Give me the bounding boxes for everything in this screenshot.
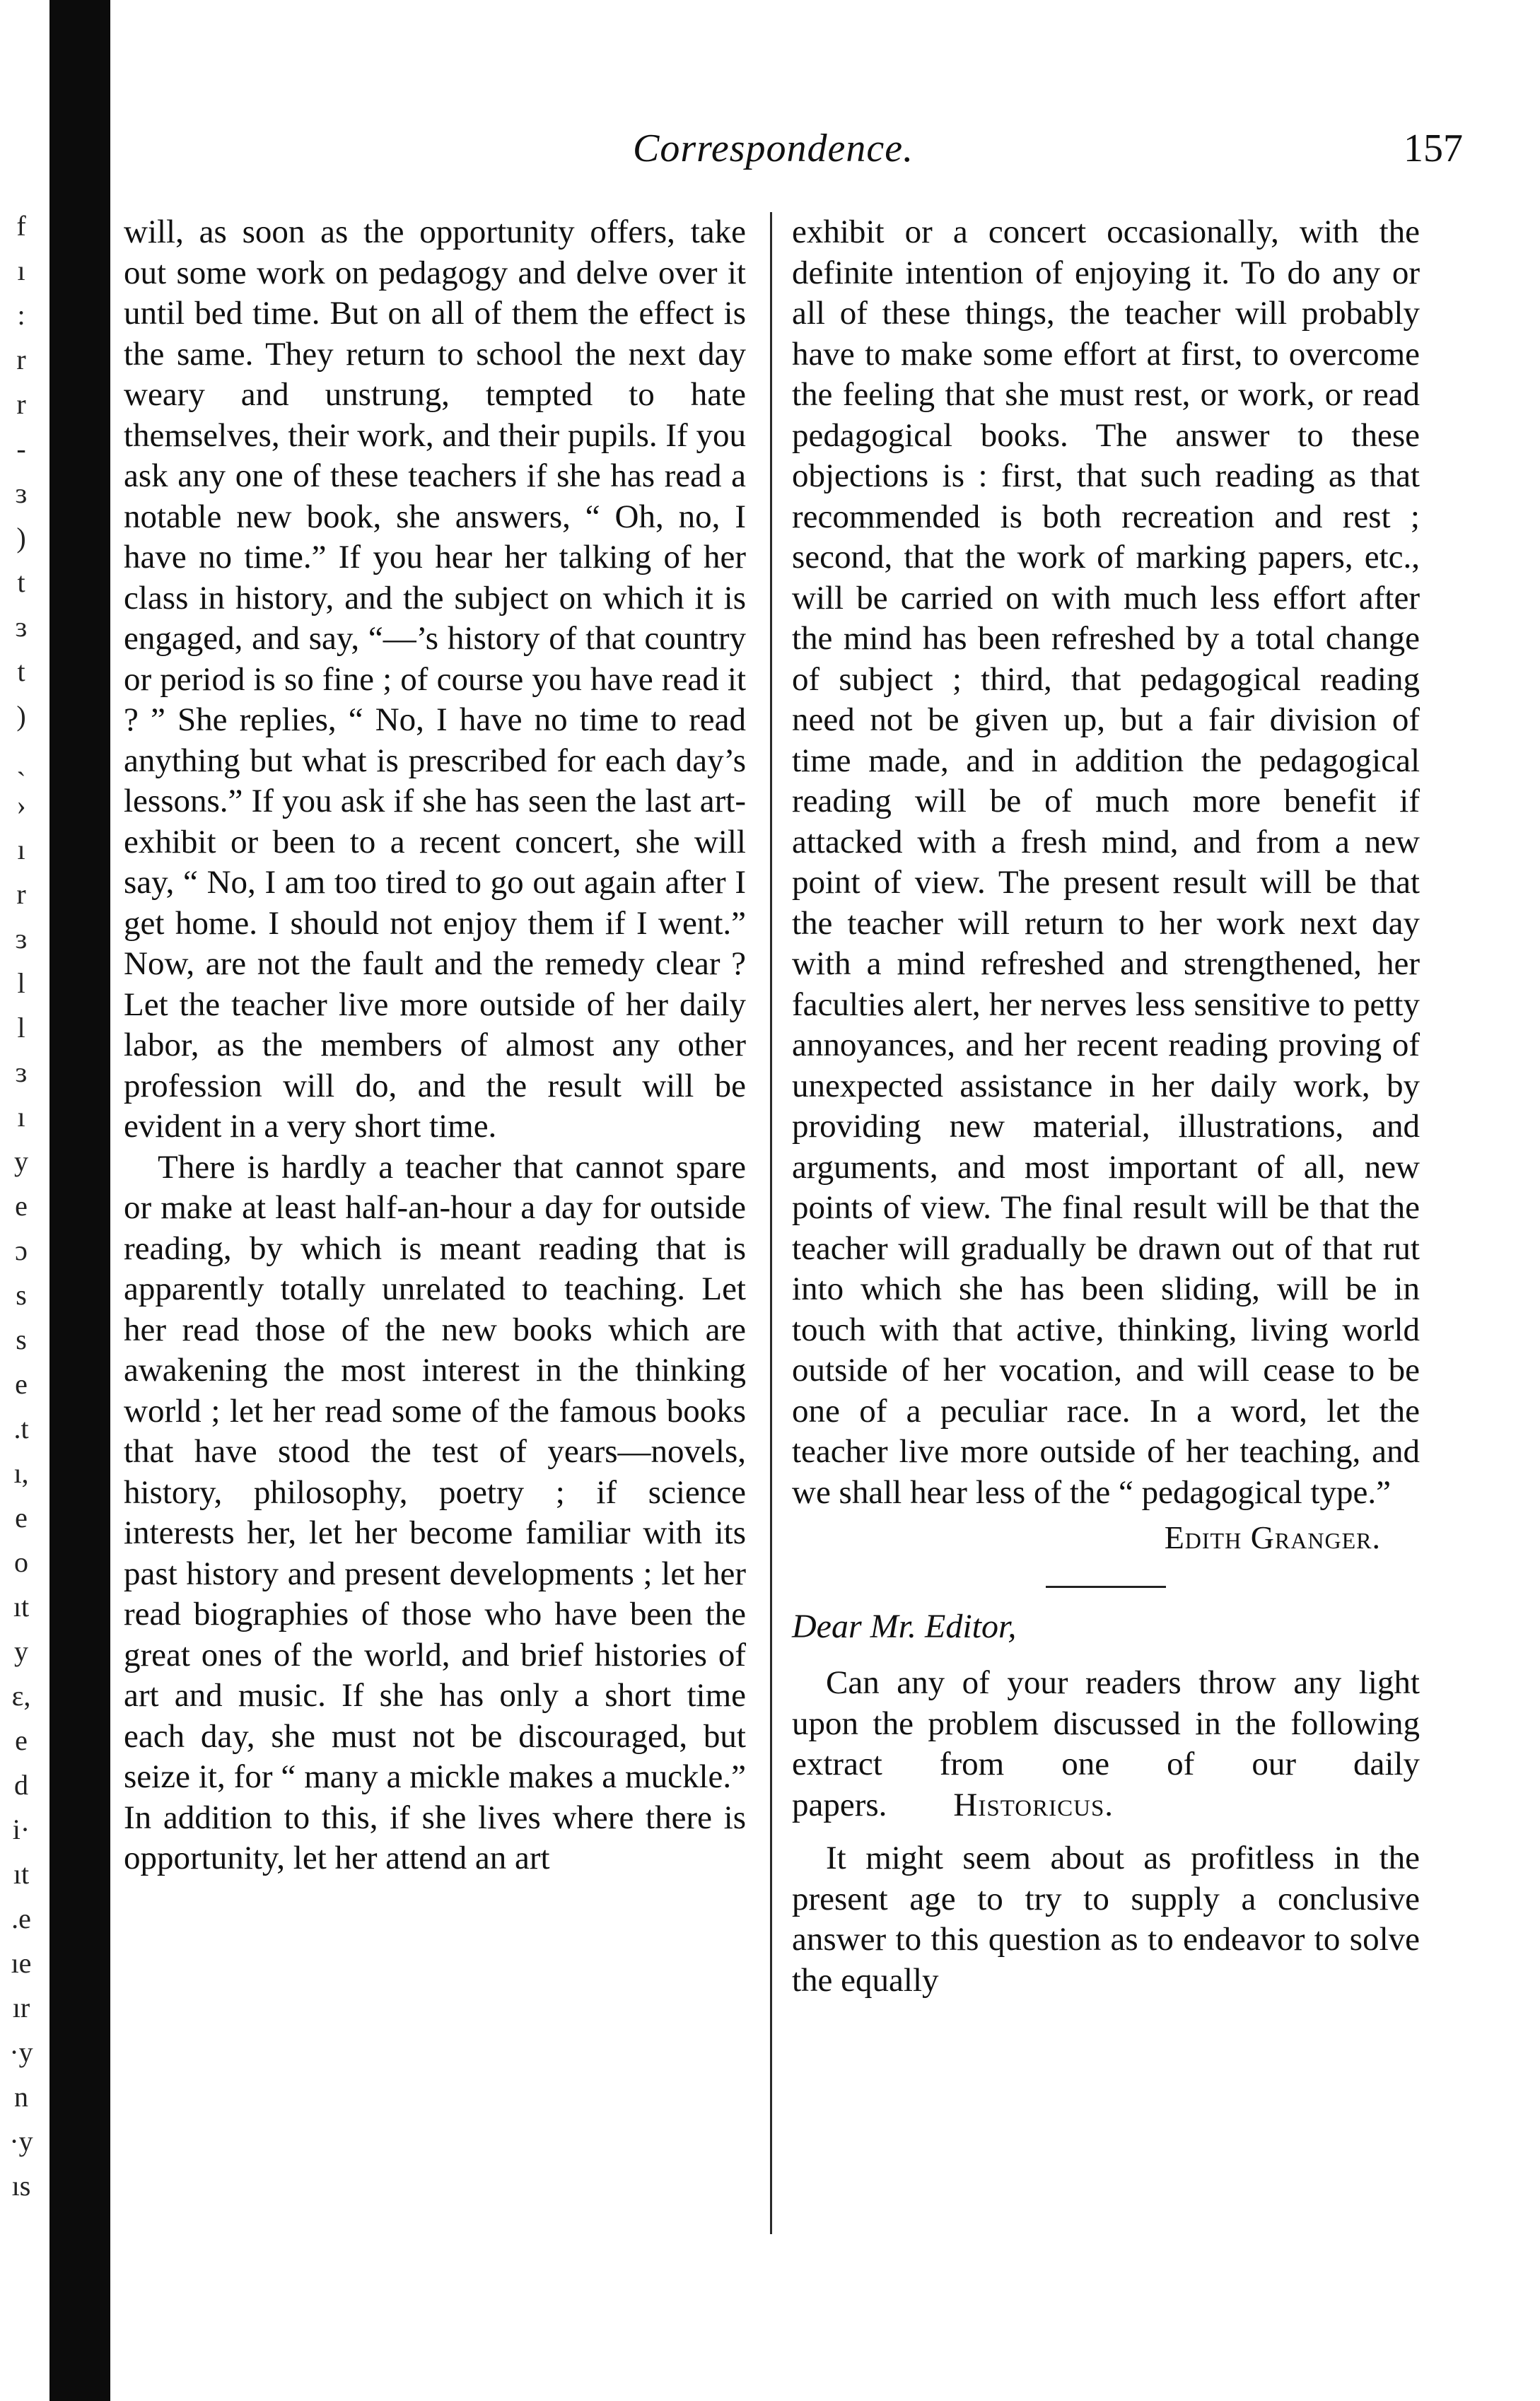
gutter-fragment: ı bbox=[17, 255, 25, 286]
gutter-fragment: t bbox=[17, 566, 25, 598]
gutter-fragment: ˎ bbox=[16, 744, 26, 776]
extract-paragraph: It might seem about as profitless in the present age to try to supply a conclusive answer to this question as to endeavor to solve the equally bbox=[792, 1840, 1420, 1999]
binding-shadow bbox=[49, 0, 110, 2401]
letter-text: Can any of your readers throw any light upon the problem discussed in the following extract from one of our daily papers. bbox=[792, 1664, 1420, 1823]
letter-paragraph bbox=[792, 1663, 1420, 1825]
gutter-fragment: ıs bbox=[11, 2170, 31, 2202]
gutter-fragment: e bbox=[15, 1190, 28, 1222]
gutter-fragment: t bbox=[17, 655, 25, 687]
gutter-fragment: e bbox=[15, 1502, 28, 1534]
gutter-fragment: ıt bbox=[13, 1591, 30, 1623]
gutter-fragment: s bbox=[16, 1324, 27, 1355]
gutter-fragment: ɜ bbox=[15, 611, 28, 643]
gutter-fragment: ı bbox=[17, 834, 25, 865]
gutter-fragment: n bbox=[14, 2081, 28, 2113]
gutter-fragment: d bbox=[14, 1769, 28, 1801]
gutter-fragment: ·y bbox=[9, 2125, 33, 2157]
page-header bbox=[0, 126, 1540, 182]
gutter-fragment: .t bbox=[13, 1413, 29, 1444]
gutter-fragment: s bbox=[16, 1279, 27, 1311]
gutter-fragment: i· bbox=[12, 1813, 30, 1845]
gutter-fragment: ·y bbox=[9, 2036, 33, 2068]
column-divider bbox=[770, 212, 772, 2234]
gutter-fragment: ı bbox=[17, 1101, 25, 1133]
section-divider bbox=[1046, 1586, 1166, 1588]
gutter-fragment: o bbox=[14, 1546, 28, 1578]
gutter-fragment: ɛ, bbox=[11, 1680, 31, 1712]
gutter-fragment: ) bbox=[16, 522, 26, 554]
gutter-fragment: ) bbox=[16, 700, 26, 732]
gutter-fragment: : bbox=[17, 299, 25, 331]
left-column bbox=[124, 212, 746, 1879]
body-paragraph: There is hardly a teacher that cannot spare or make at least half-an-hour a day for outside reading, by which is meant reading that is apparently totally unrelated to teaching. Let her read those of the new books which are awakening the most interest in the thinking world ; let her read some of the famous books that have stood the test of years—novels, history, philosophy, poetry ; if science interests her, let her become familiar with its past history and present developments ; let her read biographies of those who have been the great ones of the world, and brief histories of art and music. If she has only a short time each day, she must not be discouraged, but seize it, for “ many a mickle makes a muckle.” In addition to this, if she lives where there is opportunity, let her attend an art bbox=[124, 1148, 746, 1876]
author-signature: Edith Granger. bbox=[1164, 1519, 1381, 1555]
gutter-fragment: .e bbox=[11, 1903, 31, 1934]
gutter-fragment: ɜ bbox=[15, 477, 28, 509]
gutter-fragment: l bbox=[17, 967, 25, 999]
body-paragraph: will, as soon as the opportunity offers, take out some work on pedagogy and delve over it until bed time. But on all of them the effect is the same. They return to school the next day weary and unstrung, tempted to hate themselves, their work, and their pupils. If you ask any one of these teachers if she has read a notable new book, she answers, “ Oh, no, I have no time.” If you hear her talking of her class in history, and the subject on which it is engaged, and say, “—’s history of that country or period is so fine ; of course you have read it ? ” She replies, “ No, I have no time to read anything but what is prescribed for each day’s lessons.” If you ask if she has seen the last art-exhibit or been to a recent concert, she will say, “ No, I am too tired to go out again after I get home. I should not enjoy them if I went.” Now, are not the fault and the remedy clear ? Let the teacher live more outside of her daily labor, as the members of almost any other profession will do, and the result will be evident in a very short time. bbox=[124, 214, 746, 1145]
gutter-fragment: r bbox=[16, 388, 26, 420]
gutter-fragment: ıt bbox=[13, 1858, 30, 1890]
gutter-fragment: - bbox=[16, 433, 26, 465]
body-paragraph: exhibit or a concert occasionally, with the definite intention of enjoying it. To do any or all of these things, the teacher will probably have to make some effort at first, to overcome the feeling that she must rest, or work, or read pedagogical books. The answer to these objections is : first, that such reading as that recommended is both recreation and rest ; second, that the work of marking papers, etc., will be carried on with much less effort after the mind has been refreshed by a total change of subject ; third, that pedagogical reading need not be given up, but a fair division of time made, and in addition the pedagogical reading will be of much more benefit if attacked with a fresh mind, and from a new point of view. The present result will be that the teacher will return to her work next day with a mind refreshed and strengthened, her faculties alert, her nerves less sensitive to petty annoyances, and her recent reading proving of unexpected assistance in her daily work, by providing new material, illustrations, and arguments, and most important of all, new points of view. The final result will be that the teacher will gradually be drawn out of that rut into which she has been sliding, will be in touch with that active, thinking, living world outside of her vocation, and will cease to be one of a peculiar race. In a word, let the teacher live more outside of her teaching, and we shall hear less of the “ pedagogical type.” bbox=[792, 214, 1420, 1511]
gutter-fragment: r bbox=[16, 878, 26, 910]
gutter-fragment: y bbox=[14, 1635, 28, 1667]
running-title: Correspondence. bbox=[633, 127, 914, 170]
gutter-fragment: › bbox=[16, 789, 26, 821]
gutter-fragment: ɔ bbox=[15, 1234, 28, 1266]
gutter-fragment: ır bbox=[12, 1992, 30, 2023]
gutter-fragment: r bbox=[16, 344, 26, 375]
gutter-fragment: ɜ bbox=[15, 1056, 28, 1088]
gutter-fragment: l bbox=[17, 1012, 25, 1044]
page-number: 157 bbox=[1404, 127, 1463, 170]
gutter-fragment: f bbox=[16, 210, 26, 242]
gutter-fragment: ıe bbox=[11, 1947, 32, 1979]
gutter-fragment: ɜ bbox=[15, 923, 28, 954]
letter-salutation: Dear Mr. Editor, bbox=[792, 1608, 1017, 1645]
gutter-fragment: ı, bbox=[13, 1457, 29, 1489]
gutter-fragment: y bbox=[14, 1145, 28, 1177]
letter-signature: Historicus. bbox=[953, 1786, 1114, 1823]
gutter-fragment: e bbox=[15, 1724, 28, 1756]
right-column bbox=[792, 212, 1420, 2001]
gutter-fragment: e bbox=[15, 1368, 28, 1400]
